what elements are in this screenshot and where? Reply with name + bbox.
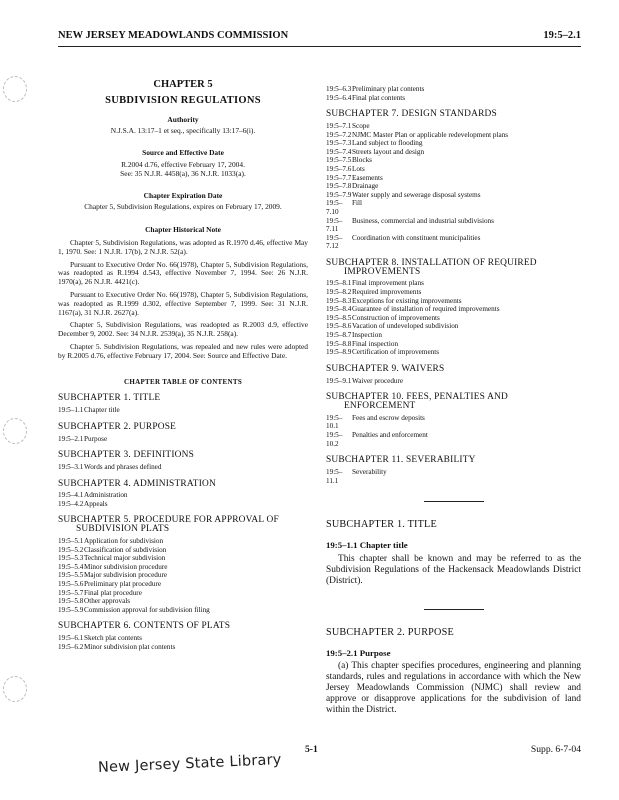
subchapter-title: ADMINISTRATION — [132, 478, 216, 489]
toc-entry — [326, 348, 581, 357]
left-toc — [58, 394, 308, 651]
section-title: Exceptions for existing improvements — [352, 296, 462, 305]
toc-subchapter-heading — [326, 456, 581, 465]
toc-entry — [326, 431, 581, 448]
section-number: 19:5–3.1 — [58, 462, 84, 471]
toc-entry — [58, 589, 308, 598]
toc-entry — [58, 491, 308, 500]
section-number: 19:5–8.2 — [326, 288, 352, 297]
section-title: Blocks — [352, 156, 372, 165]
toc-entry — [326, 85, 581, 94]
section-title: Sketch plat contents — [84, 634, 142, 643]
toc-entry — [326, 191, 581, 200]
source-heading: Source and Effective Date — [142, 148, 224, 158]
section-number: 19:5–11.1 — [326, 467, 343, 485]
section-number: 19:5–8.7 — [326, 331, 352, 340]
toc-subchapter-heading — [58, 516, 308, 534]
section-number: 19:5–6.4 — [326, 93, 352, 102]
section-number: 19:5–7.12 — [326, 233, 343, 251]
subchapter-number: SUBCHAPTER 3. — [58, 450, 131, 461]
supplement-date: Supp. 6-7-04 — [530, 744, 581, 755]
toc-subchapter-heading — [326, 393, 581, 411]
subchapter-number: SUBCHAPTER 7. — [326, 109, 399, 120]
section-title: Drainage — [352, 182, 379, 191]
section-list — [58, 463, 308, 472]
section-title: Commission approval for subdivision filing — [84, 605, 210, 614]
chapter-number: CHAPTER 5 — [153, 79, 213, 90]
section-title: Fill — [352, 199, 362, 208]
section-title: Penalties and enforcement — [352, 431, 428, 439]
section-number: 19:5–5.4 — [58, 562, 84, 571]
section-number: 19:5–8.5 — [326, 313, 352, 322]
section-list — [58, 634, 308, 651]
section-number: 19:5–8.4 — [326, 305, 352, 314]
subchapter-title: DEFINITIONS — [133, 450, 195, 461]
toc-subchapter-heading — [58, 394, 308, 403]
section-title: Final plat procedure — [84, 588, 142, 597]
toc-entry — [326, 377, 581, 386]
toc-entry — [58, 571, 308, 580]
toc-entry — [326, 297, 581, 306]
section-title: Classification of subdivision — [84, 545, 167, 554]
section-title: Vacation of undeveloped subdivision — [352, 322, 459, 331]
section-title: Fees and escrow deposits — [352, 413, 425, 422]
section-number: 19:5–8.1 — [326, 279, 352, 288]
subchapter-title: PROCEDURE FOR APPROVAL OF — [133, 515, 279, 526]
section-list — [58, 491, 308, 508]
toc-entry — [326, 279, 581, 288]
section-title: NJMC Master Plan or applicable redevelopment plans — [352, 130, 509, 139]
toc-entry — [58, 537, 308, 546]
section-title: Technical major subdivision — [84, 554, 166, 563]
section-title: Final plat contents — [352, 93, 406, 102]
section-number: 19:5–9.1 — [326, 376, 352, 385]
section-number: 19:5–7.2 — [326, 130, 352, 139]
section-number: 19:5–7.11 — [326, 216, 343, 234]
toc-entry — [58, 463, 308, 472]
body-paragraph: (a) This chapter specifies procedures, engineering and planning standards, rules and regulations in accordance with which the New Jersey Meadowlands Commission (NJMC) shall review and approve or disapprove applications for the subdivision of land within the District. — [326, 661, 581, 716]
toc-entry — [58, 643, 308, 652]
body-paragraph: This chapter shall be known and may be referred to as the Subdivision Regulations of the Hackensack Meadowlands District (District). — [326, 553, 581, 586]
section-title: Required improvements — [352, 288, 422, 297]
section-number: 19:5–5.9 — [58, 605, 84, 614]
source-line: R.2004 d.76, effective February 17, 2004. — [121, 159, 245, 169]
toc-entry — [326, 234, 581, 251]
section-title: Final improvement plans — [352, 279, 424, 288]
history-paragraph: Pursuant to Executive Order No. 66(1978), Chapter 5, Subdivision Regulations, was readopted as R.1999 d.302, effective September 7, 1999. See: 31 N.J.R. 1167(a), 31 N.J.R. 2627(a). — [58, 289, 308, 317]
section-number: 19:5–10.2 — [326, 431, 343, 448]
toc-entry — [326, 156, 581, 165]
section-title: Appeals — [84, 499, 108, 508]
section-number: 19:5–5.5 — [58, 571, 84, 580]
toc-entry — [326, 174, 581, 183]
section-number: 19:5–7.5 — [326, 156, 352, 165]
punch-hole — [3, 676, 27, 702]
section-title: Purpose — [84, 434, 108, 443]
history-paragraph: Chapter 5, Subdivision Regulations, was readopted as R.2003 d.9, effective December 9, 2002. See: 34 N.J.R. 2539(a), 35 N.J.R. 258(a). — [58, 320, 308, 339]
left-column — [58, 60, 308, 651]
section-number: 19:5–7.8 — [326, 182, 352, 191]
subchapter-title-continued: IMPROVEMENTS — [344, 266, 421, 277]
section-list — [326, 122, 581, 251]
subchapter-title: WAIVERS — [401, 363, 445, 374]
section-list — [58, 537, 308, 614]
body-subchapter-heading: SUBCHAPTER 2. PURPOSE — [326, 626, 454, 638]
section-title: Easements — [352, 173, 383, 182]
toc-entry — [58, 554, 308, 563]
body-section-heading: 19:5–2.1 Purpose — [326, 647, 391, 658]
section-number: 19:5–7.4 — [326, 147, 352, 156]
subchapter-number: SUBCHAPTER 10. — [326, 392, 404, 403]
history-paragraph: Chapter 5, Subdivision Regulations, was adopted as R.1970 d.46, effective May 1, 1970. See: 1 N.J.R. 17(b), 2 N.J.R. 52(a). — [58, 237, 308, 256]
toc-entry — [326, 305, 581, 314]
toc-heading: CHAPTER TABLE OF CONTENTS — [123, 377, 243, 386]
section-title: Coordination with constituent municipalities — [352, 233, 481, 242]
toc-entry — [326, 199, 581, 216]
section-title: Administration — [84, 491, 128, 500]
punch-hole — [3, 418, 27, 444]
section-title: Chapter title — [84, 406, 120, 415]
section-title: Construction of improvements — [352, 313, 440, 322]
subchapter-title: DESIGN STANDARDS — [401, 109, 497, 120]
toc-entry — [326, 131, 581, 140]
toc-subchapter-heading — [326, 365, 581, 374]
section-number: 19:5–10.1 — [326, 413, 343, 431]
toc-entry — [58, 546, 308, 555]
section-number: 19:5–4.2 — [58, 499, 84, 508]
section-list — [326, 85, 581, 102]
subchapter-number: SUBCHAPTER 9. — [326, 363, 399, 374]
toc-entry — [58, 406, 308, 415]
source-line: See: 35 N.J.R. 4458(a), 36 N.J.R. 1033(a). — [120, 168, 246, 178]
section-number: 19:5–8.3 — [326, 296, 352, 305]
subchapter-number: SUBCHAPTER 11. — [326, 455, 404, 466]
section-number: 19:5–6.1 — [58, 634, 84, 643]
subchapter-number: SUBCHAPTER 5. — [58, 515, 131, 526]
subchapter-title: CONTENTS OF PLATS — [133, 621, 231, 632]
toc-subchapter-heading — [58, 480, 308, 489]
subchapter-title-continued: SUBDIVISION PLATS — [76, 524, 170, 535]
toc-entry — [58, 580, 308, 589]
section-title: Scope — [352, 121, 370, 130]
section-list — [58, 435, 308, 444]
section-list — [326, 377, 581, 386]
toc-subchapter-heading — [58, 451, 308, 460]
section-title: Certification of improvements — [352, 348, 440, 357]
section-title: Inspection — [352, 331, 382, 340]
toc-subchapter-heading — [58, 423, 308, 432]
toc-entry — [326, 414, 581, 431]
history-paragraph: Pursuant to Executive Order No. 66(1978), Chapter 5, Subdivision Regulations, was readopted as R.1994 d.543, effective November 7, 1994. See: 26 N.J.R. 1970(a), 26 N.J.R. 4421(c). — [58, 259, 308, 287]
subchapter-title: FEES, PENALTIES AND — [406, 392, 509, 403]
chapter-title: SUBDIVISION REGULATIONS — [105, 94, 261, 106]
toc-entry — [326, 331, 581, 340]
section-number: 19:5–7.7 — [326, 173, 352, 182]
toc-entry — [326, 165, 581, 174]
section-number: 19:5–4.1 — [58, 491, 84, 500]
right-toc — [326, 110, 581, 485]
section-list — [326, 414, 581, 448]
toc-entry — [58, 606, 308, 615]
body-section-heading: 19:5–1.1 Chapter title — [326, 539, 408, 550]
section-number: 19:5–8.8 — [326, 339, 352, 348]
toc-entry — [326, 288, 581, 297]
toc-entry — [58, 597, 308, 606]
toc-entry — [58, 435, 308, 444]
section-title: Minor subdivision procedure — [84, 562, 168, 571]
authority-text: N.J.S.A. 13:17–1 et seq., specifically 13:17–6(i). — [110, 126, 256, 136]
section-title: Words and phrases defined — [84, 462, 162, 471]
toc-entry — [326, 468, 581, 485]
toc-entry — [58, 500, 308, 509]
subchapter-title-continued: ENFORCEMENT — [344, 401, 416, 412]
library-stamp: New Jersey State Library — [97, 752, 282, 776]
section-number: 19:5–5.7 — [58, 588, 84, 597]
subchapter-title: SEVERABILITY — [406, 455, 476, 466]
section-title: Guarantee of installation of required improvements — [352, 305, 500, 314]
section-title: Final inspection — [352, 339, 399, 348]
body-subchapter-heading: SUBCHAPTER 1. TITLE — [326, 519, 437, 531]
section-title: Land subject to flooding — [352, 139, 423, 148]
section-number: 19:5–8.9 — [326, 348, 352, 357]
subchapter-number: SUBCHAPTER 2. — [58, 421, 131, 432]
section-number: 19:5–1.1 — [58, 406, 84, 415]
section-number: 19:5–7.1 — [326, 121, 352, 130]
header-section: 19:5–2.1 — [543, 30, 581, 41]
section-list — [326, 468, 581, 485]
toc-entry — [326, 322, 581, 331]
toc-entry — [58, 634, 308, 643]
section-number: 19:5–5.6 — [58, 580, 84, 589]
section-title: Business, commercial and industrial subdivisions — [352, 216, 494, 225]
subchapter-number: SUBCHAPTER 4. — [58, 478, 131, 489]
section-title: Streets layout and design — [352, 147, 425, 156]
toc-entry — [326, 217, 581, 234]
history-paragraph: Chapter 5. Subdivision Regulations, was repealed and new rules were adopted by R.2005 d.76, effective February 17, 2004. See: Source and Effective Date. — [58, 341, 308, 360]
section-divider — [424, 501, 484, 502]
toc-subchapter-heading — [326, 110, 581, 119]
section-title: Application for subdivision — [84, 537, 164, 546]
section-number: 19:5–7.6 — [326, 164, 352, 173]
section-divider — [424, 609, 484, 610]
section-title: Lots — [352, 164, 365, 173]
subchapter-title: TITLE — [133, 393, 161, 404]
authority-heading: Authority — [167, 114, 199, 124]
subchapter-title: INSTALLATION OF REQUIRED — [401, 257, 537, 268]
section-list — [58, 406, 308, 415]
section-number: 19:5–5.3 — [58, 554, 84, 563]
right-column — [326, 82, 581, 716]
toc-entry — [58, 563, 308, 572]
section-title: Waiver procedure — [352, 376, 404, 385]
expiration-text: Chapter 5, Subdivision Regulations, expires on February 17, 2009. — [84, 202, 282, 212]
section-number: 19:5–5.2 — [58, 545, 84, 554]
subchapter-number: SUBCHAPTER 1. — [58, 393, 131, 404]
expiration-heading: Chapter Expiration Date — [143, 190, 223, 200]
toc-entry — [326, 314, 581, 323]
section-list — [326, 279, 581, 356]
header-title: NEW JERSEY MEADOWLANDS COMMISSION — [58, 30, 289, 41]
section-title: Water supply and sewerage disposal systems — [352, 190, 481, 199]
section-title: Major subdivision procedure — [84, 571, 168, 580]
subchapter-title: PURPOSE — [133, 421, 177, 432]
section-title: Other approvals — [84, 597, 131, 606]
toc-entry — [326, 148, 581, 157]
history-heading: Chapter Historical Note — [145, 225, 221, 235]
section-title: Severability — [352, 467, 387, 476]
section-number: 19:5–7.10 — [326, 199, 343, 216]
section-number: 19:5–7.3 — [326, 139, 352, 148]
toc-entry — [326, 94, 581, 103]
section-number: 19:5–6.3 — [326, 85, 352, 93]
page-number: 5-1 — [305, 744, 318, 755]
section-title: Preliminary plat contents — [352, 85, 425, 93]
section-title: Minor subdivision plat contents — [84, 642, 176, 651]
continued-sections — [326, 85, 581, 102]
section-number: 19:5–5.1 — [58, 537, 84, 546]
toc-entry — [326, 182, 581, 191]
section-number: 19:5–2.1 — [58, 434, 84, 443]
toc-entry — [326, 139, 581, 148]
toc-subchapter-heading — [326, 259, 581, 277]
subchapter-number: SUBCHAPTER 6. — [58, 621, 131, 632]
section-title: Preliminary plat procedure — [84, 580, 162, 589]
punch-hole — [3, 76, 27, 102]
section-number: 19:5–7.9 — [326, 190, 352, 199]
toc-entry — [326, 122, 581, 131]
subchapter-number: SUBCHAPTER 8. — [326, 257, 399, 268]
section-number: 19:5–8.6 — [326, 322, 352, 331]
toc-subchapter-heading — [58, 622, 308, 631]
section-number: 19:5–5.8 — [58, 597, 84, 606]
toc-entry — [326, 340, 581, 349]
running-header — [58, 30, 581, 47]
section-number: 19:5–6.2 — [58, 642, 84, 651]
